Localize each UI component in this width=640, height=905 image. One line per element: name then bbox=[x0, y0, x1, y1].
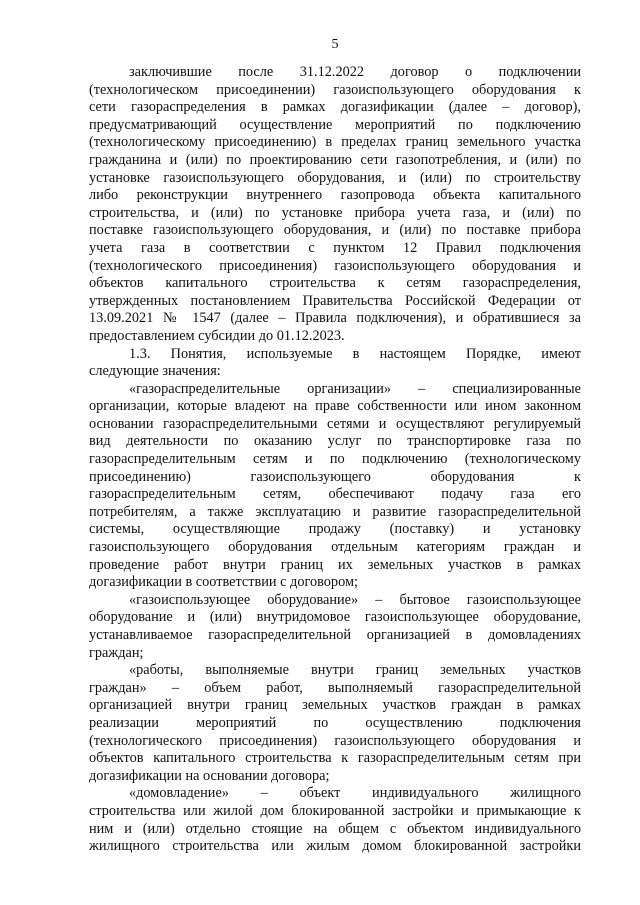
text-line: «работы, выполняемые внутри границ земельных участков bbox=[129, 662, 581, 679]
text-line: предоставлением субсидии до 01.12.2023. bbox=[89, 327, 345, 344]
text-line: либо реконструкции внутреннего газопровода объекта капитального bbox=[89, 187, 581, 204]
paragraph-p6 bbox=[89, 785, 581, 855]
text-line: газоиспользующего оборудования отдельным категориям граждан и bbox=[89, 539, 581, 556]
text-line: «газоиспользующее оборудование» – бытовое газоиспользующее bbox=[129, 591, 581, 608]
text-line: догазификации в соответствии с договором; bbox=[89, 574, 358, 591]
paragraph-p4 bbox=[89, 592, 581, 662]
text-line: организации, которые владеют на праве собственности или ином законном bbox=[89, 398, 581, 415]
text-line: ним и (или) отдельно стоящие на общем с объектом индивидуального bbox=[89, 820, 581, 837]
text-line: граждан; bbox=[89, 644, 144, 661]
text-line: оборудование и (или) внутридомовое газоиспользующее оборудование, bbox=[89, 609, 581, 626]
text-line: граждан» – объем работ, выполняемый газораспределительной bbox=[89, 679, 581, 696]
text-line: 13.09.2021 № 1547 (далее – Правила подключения), и обратившиеся за bbox=[89, 310, 581, 327]
text-line: утвержденных постановлением Правительства Российской Федерации от bbox=[89, 292, 581, 309]
text-line: объектов капитального строительства к сетям газораспределения, bbox=[89, 275, 581, 292]
text-line: учета газа в соответствии с пунктом 12 Правил подключения bbox=[89, 239, 581, 256]
text-line: проведение работ внутри границ их земельных участков в рамках bbox=[89, 556, 581, 573]
text-line: (технологического присоединения) газоиспользующего оборудования и bbox=[89, 732, 581, 749]
document-body bbox=[89, 64, 581, 856]
text-line: (технологического присоединения) газоиспользующего оборудования и bbox=[89, 257, 581, 274]
text-line: догазификации на основании договора; bbox=[89, 767, 330, 784]
text-line: 1.3. Понятия, используемые в настоящем Порядке, имеют bbox=[129, 345, 581, 362]
paragraph-p1 bbox=[89, 64, 581, 346]
text-line: заключившие после 31.12.2022 договор о подключении bbox=[129, 64, 581, 80]
text-line: строительства, и (или) по установке прибора учета газа, и (или) по bbox=[89, 204, 581, 221]
paragraph-p5 bbox=[89, 662, 581, 785]
text-line: организацией внутри границ земельных участков граждан в рамках bbox=[89, 697, 581, 714]
text-line: устанавливаемое газораспределительной организацией в домовладениях bbox=[89, 627, 581, 643]
text-line: реализации мероприятий по осуществлению подключения bbox=[89, 714, 581, 731]
text-line: системы, осуществляющие продажу (поставку) и установку bbox=[89, 521, 581, 538]
text-line: поставке газоиспользующего оборудования, и (или) по поставке прибора bbox=[89, 222, 581, 239]
text-line: (технологическому присоединению) в пределах границ земельного участка bbox=[89, 134, 581, 151]
paragraph-p2 bbox=[89, 346, 581, 381]
text-line: жилищного строительства или жилым домом блокированной застройки bbox=[89, 838, 581, 855]
text-line: предусматривающий осуществление мероприятий по подключению bbox=[89, 116, 581, 133]
paragraph-p3 bbox=[89, 381, 581, 592]
text-line: «газораспределительные организации» – специализированные bbox=[129, 380, 581, 397]
text-line: «домовладение» – объект индивидуального жилищного bbox=[129, 785, 581, 802]
text-line: сети газораспределения в рамках догазификации (далее – договор), bbox=[89, 99, 581, 116]
text-line: установке газоиспользующего оборудования, и (или) по строительству bbox=[89, 169, 581, 186]
text-line: строительства или жилой дом блокированной застройки и примыкающие к bbox=[89, 802, 581, 819]
text-line: вид деятельности по оказанию услуг по транспортировке газа по bbox=[89, 433, 581, 450]
text-line: (технологическом присоединении) газоиспользующего оборудования к bbox=[89, 81, 581, 98]
text-line: газораспределительным сетям, обеспечивают подачу газа его bbox=[89, 486, 581, 503]
text-line: гражданина и (или) по проектированию сети газопотребления, и (или) по bbox=[89, 151, 581, 168]
text-line: объектов капитального строительства к газораспределительным сетям при bbox=[89, 750, 581, 767]
text-line: основании газораспределительными сетями и осуществляют регулируемый bbox=[89, 415, 581, 432]
text-line: присоединению) газоиспользующего оборудования к bbox=[89, 468, 581, 485]
text-line: следующие значения: bbox=[89, 363, 221, 380]
text-line: газораспределительным сетям и по подключению (технологическому bbox=[89, 451, 581, 468]
text-line: потребителям, а также эксплуатацию и развитие газораспределительной bbox=[89, 503, 581, 520]
page-number: 5 bbox=[331, 37, 339, 52]
